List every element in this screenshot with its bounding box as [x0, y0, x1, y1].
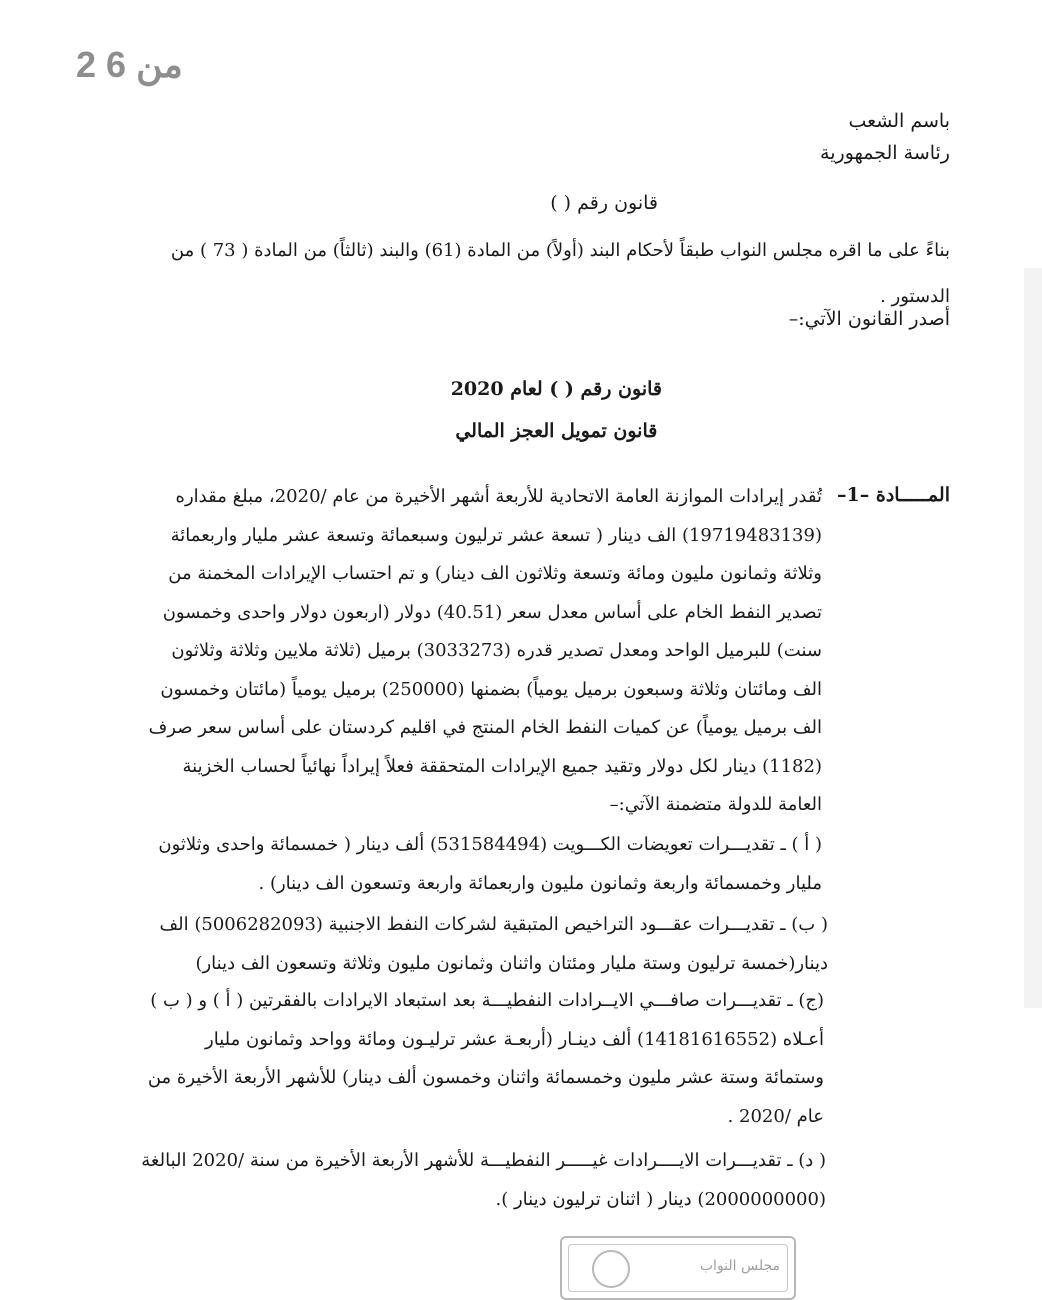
clause-d: [96, 1142, 826, 1219]
clause-line: ( ب) ـ تقديـــرات عقـــود التراخيص المتبقية لشركات النفط الاجنبية (5006282093) الف: [159, 914, 828, 935]
clause-line: ( د) ـ تقديـــرات الايــــرادات غيـــــر النفطيـــة للأشهر الأربعة الأخيرة من سنة /2020 البالغة: [141, 1150, 826, 1171]
article-line: العامة للدولة متضمنة الآتي:–: [609, 794, 822, 815]
article-line: الف برميل يومياً) عن كميات النفط الخام المنتج في اقليم كردستان على أساس سعر صرف: [148, 717, 822, 738]
stamp-text: مجلس النواب: [699, 1258, 780, 1274]
article-body: [110, 478, 822, 825]
law-number-top: قانون رقم ( ): [550, 192, 658, 214]
clause-c: [94, 982, 824, 1136]
article-line: وثلاثة وثمانون مليون ومائة وتسعة وثلاثون الف دينار) و تم احتساب الإيرادات المخمنة من: [168, 563, 822, 584]
document-body: [100, 110, 950, 1210]
article-line: سنت) للبرميل الواحد ومعدل تصدير قدره (3033273) برميل (ثلاثة ملايين وثلاثة وثلاثون: [171, 640, 822, 661]
clause-line: عام /2020 .: [727, 1105, 824, 1127]
preamble-line: بناءً على ما اقره مجلس النواب طبقاً لأحكام البند (أولاً) من المادة (61) والبند (ثالثاً) من المادة ( 73 ) من: [170, 240, 950, 261]
article-line: الف ومائتان وثلاثة وسبعون برميل يومياً) بضمنها (250000) برميل يومياً (مائتان وخمسون: [160, 678, 822, 700]
law-number: قانون رقم ( ) لعام 2020: [450, 378, 662, 400]
preamble: [100, 228, 950, 320]
clause-line: دينار(خمسة ترليون وستة مليار ومئتان واثنان وثمانون مليون وثلاثة وتسعون الف دينار): [195, 952, 828, 974]
clause-a: [110, 826, 822, 903]
header-people: باسم الشعب: [848, 110, 950, 132]
article-line: تُقدر إيرادات الموازنة العامة الاتحادية للأربعة أشهر الأخيرة من عام /2020، مبلغ مقداره: [175, 486, 822, 507]
law-name: قانون تمويل العجز المالي: [455, 420, 658, 442]
clause-line: وستمائة وستة عشر مليون وخمسمائة واثنان وخمسون ألف دينار) للأشهر الأربعة الأخيرة من: [147, 1067, 824, 1088]
clause-line: ( أ ) ـ تقديـــرات تعويضات الكـــويت (531584494) ألف دينار ( خمسمائة واحدى وثلاثون: [158, 834, 822, 855]
clause-b: [98, 906, 828, 983]
preamble-line: الدستور .: [880, 286, 950, 307]
clause-line: مليار وخمسمائة واربعة وثمانون مليون واربعمائة واربعة وتسعون الف دينار) .: [258, 872, 822, 894]
article-line: (19719483139) الف دينار ( تسعة عشر ترليون وسبعمائة وتسعة عشر مليار واربعمائة: [170, 524, 822, 546]
law-title-block: [451, 368, 662, 452]
clause-line: (2000000000) دينار ( اثنان ترليون دينار ).: [495, 1188, 826, 1210]
article-line: تصدير النفط الخام على أساس معدل سعر (40.51) دولار (اربعون دولار واحدى وخمسون: [162, 601, 822, 623]
clause-line: (ج) ـ تقديـــرات صافـــي الايــرادات النفطيـــة بعد استبعاد الايرادات بالفقرتين ( أ ) و ( ب ): [150, 990, 824, 1011]
header-presidency: رئاسة الجمهورية: [820, 142, 950, 164]
page-counter: 2 من 6: [76, 44, 183, 85]
issued-statement: أصدر القانون الآتي:–: [788, 308, 950, 330]
article-label: المـــــادة –1–: [837, 484, 950, 506]
article-line: (1182) دينار لكل دولار وتقيد جميع الإيرادات المتحققة فعلاً إيراداً نهائياً لحساب الخزينة: [182, 755, 822, 777]
emblem-icon: [592, 1250, 630, 1288]
clause-line: أعـلاه (14181616552) ألف دينـار (أربعـة عشر ترليـون ومائة وواحد وثمانون مليار: [205, 1028, 824, 1050]
scrollbar[interactable]: [1024, 268, 1042, 1008]
